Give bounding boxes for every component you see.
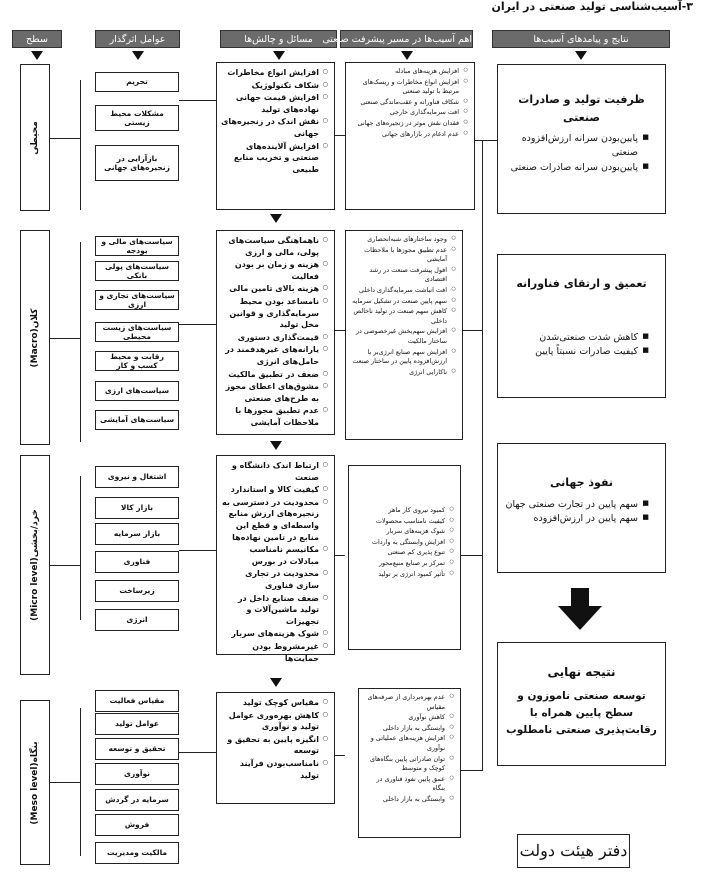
final-text: توسعه صنعتی ناموزون و سطح پایین همراه با رقابت‌پذیری صنعتی نامطلوب — [506, 690, 657, 736]
result-item: ■ سهم پایین در تجارت صنعتی جهان — [504, 498, 649, 512]
result-item: ■ کاهش شدت صنعتی‌شدن — [504, 331, 649, 345]
challenge-item: ○ افزایش آلاینده‌های صنعتی و تخریب منابع طبیعی — [221, 141, 328, 176]
factor-box: اشتغال و نیروی — [95, 466, 179, 488]
weakness-item: ○ وابستگی به بازار داخلی — [363, 724, 454, 734]
connector-line — [80, 476, 81, 620]
header-challenges: مسائل و چالش‌ها — [220, 30, 337, 48]
factor-box: سیاست‌های تجاری و ارزی — [95, 290, 179, 310]
arrow-down-icon — [401, 51, 413, 60]
factor-box: عوامل تولید — [95, 713, 179, 735]
challenge-item: ○ مقیاس کوچک تولید — [221, 697, 328, 709]
weakness-item: ○ شوک هزینه‌های سربار — [353, 527, 454, 537]
weakness-item: ○ افت انباشت سرمایه‌گذاری داخلی — [350, 286, 456, 296]
level-micro: خرد/بخشی(Micro level) — [20, 455, 50, 675]
level-environmental: محیطی — [20, 64, 50, 211]
level-meso: بنگاه(Meso level) — [20, 700, 50, 865]
weakness-item: ○ تنوع پذیری کم صنعتی — [353, 548, 454, 558]
connector-line — [482, 140, 483, 770]
weakness-item: ○ شکاف فناورانه و عقب‌ماندگی صنعتی — [350, 98, 468, 108]
connector-line — [461, 555, 483, 556]
factor-box: تحقیق و توسعه — [95, 738, 179, 760]
final-title: نتیجه نهایی — [547, 665, 616, 679]
connector-line — [80, 242, 81, 442]
connector-line — [335, 755, 345, 756]
challenge-item: ○ ارتباط اندک دانشگاه و صنعت — [221, 460, 328, 483]
result-item: ■ پایین‌بودن سرانه ارزش‌افزوده صنعتی — [504, 132, 649, 161]
result-title: ظرفیت تولید و صادرات صنعتی — [518, 93, 645, 124]
factor-box: سیاست‌های آمایشی — [95, 410, 179, 430]
arrow-down-icon — [270, 214, 282, 223]
challenge-item: ○ غیرمشروط بودن حمایت‌ها — [221, 641, 328, 664]
factor-box: سیاست‌های ارزی — [95, 381, 179, 401]
weakness-item: ○ افت سرمایه‌گذاری خارجی — [350, 108, 468, 118]
challenge-item: ○ شوک هزینه‌های سربار — [221, 628, 328, 640]
weakness-item: ○ کاهش سهم صنعت در تولید ناخالص داخلی — [350, 307, 456, 326]
page-title: ۳-آسیب‌شناسی تولید صنعتی در ایران — [491, 0, 693, 13]
connector-line — [463, 330, 483, 331]
weakness-item: ○ افزایش سهم‌بخش غیرخصوصی در ساختار مالکیت — [350, 327, 456, 346]
result-box-production — [497, 64, 666, 214]
factor-box: سیاست‌های زیست محیطی — [95, 322, 179, 342]
connector-line — [475, 140, 497, 141]
challenge-item: ○ هزینه و زمان بر بودن فعالیت — [221, 259, 328, 282]
connector-line — [179, 550, 220, 551]
final-result-box — [497, 642, 666, 766]
challenges-macro — [216, 230, 335, 435]
challenge-item: ○ محدودیت در دسترسی به زنجیره‌های ارزش منابع واسطه‌ای و قطع این منابع در تامین نهاده‌ها — [221, 497, 328, 543]
weakness-item: ○ تأثیر کمبود انرژی بر تولید — [353, 570, 454, 580]
challenge-item: ○ انگیزه پایین به تحقیق و توسعه — [221, 734, 328, 757]
weakness-item: ○ عدم بهره‌برداری از صرفه‌های مقیاس — [363, 693, 454, 712]
factor-box: فروش — [95, 814, 179, 836]
big-arrow-down-icon — [558, 588, 602, 630]
connector-line — [50, 565, 80, 566]
connector-line — [50, 782, 80, 783]
result-title: تعمیق و ارتقای فناورانه — [516, 277, 647, 290]
result-item: ■ پایین‌بودن سرانه صادرات صنعتی — [504, 161, 649, 175]
weakness-item: ○ عدم تطبیق مجوزها با ملاحظات آمایشی — [350, 246, 456, 265]
challenges-micro — [216, 455, 335, 663]
header-weaknesses: اهم آسیب‌ها در مسیر پیشرفت صنعتی — [340, 30, 473, 48]
challenge-item: ○ نامساعد بودن محیط سرمایه‌گذاری و قوانین مخل تولید — [221, 296, 328, 331]
challenge-item: ○ کیفیت کالا و استاندارد — [221, 484, 328, 496]
connector-line — [335, 555, 345, 556]
challenge-item: ○ محدودیت در تجاری سازی فناوری — [221, 568, 328, 591]
factor-box: بازار کالا — [95, 497, 179, 519]
connector-line — [335, 135, 345, 136]
connector-line — [179, 752, 220, 753]
challenge-item: ○ ضعف صنایع داخل در تولید ماشین‌آلات و تجهیزات — [221, 593, 328, 628]
challenge-item: ○ ناهماهنگی سیاست‌های پولی، مالی و ارزی — [221, 235, 328, 258]
challenge-item: ○ مکانیسم نامناسب مبادلات در بورس — [221, 544, 328, 567]
challenge-item: ○ ضعف در تطبیق مالکیت — [221, 369, 328, 381]
weakness-item: ○ وابستگی به بازار داخلی — [363, 795, 454, 805]
weakness-item: ○ کمبود نیروی کار ماهر — [353, 506, 454, 516]
weakness-item: ○ افول پیشرفت صنعت در رشد اقتصادی — [350, 266, 456, 285]
challenge-item: ○ کاهش بهره‌وری عوامل تولید و نوآوری — [221, 710, 328, 733]
factor-box: فناوری — [95, 551, 179, 573]
factor-box: زیرساخت — [95, 580, 179, 602]
arrow-down-icon — [575, 51, 587, 60]
factor-box: نوآوری — [95, 763, 179, 785]
factor-box: مالکیت ومدیریت — [95, 842, 179, 864]
factor-box: بازآرایی در زنجیره‌های جهانی — [95, 145, 179, 181]
result-item: ■ سهم پایین در ارزش‌افزوده — [504, 512, 649, 526]
header-factors: عوامل اثرگذار — [95, 30, 180, 48]
weakness-item: ○ فقدان نقش موثر در زنجیره‌های جهانی — [350, 119, 468, 129]
weakness-item: ○ کیفیت نامناسب محصولات — [353, 517, 454, 527]
weaknesses-micro — [348, 465, 461, 650]
connector-line — [80, 80, 81, 210]
weakness-item: ○ افزایش هزینه‌های عملیاتی و نوآوری — [363, 734, 454, 753]
factor-box: بازار سرمایه — [95, 523, 179, 545]
weakness-item: ○ افزایش هزینه‌های مبادله — [350, 67, 468, 77]
factor-box: انرژی — [95, 609, 179, 631]
weaknesses-environmental — [345, 62, 475, 210]
connector-line — [179, 324, 220, 325]
factor-box: سیاست‌های پولی بانکی — [95, 261, 179, 281]
weaknesses-macro — [345, 230, 463, 440]
factor-box: سیاست‌های مالی و بودجه — [95, 236, 179, 256]
factor-box: رقابت و محیط کسب و کار — [95, 351, 179, 371]
connector-line — [179, 100, 220, 101]
level-macro: کلان(Macro) — [20, 230, 50, 445]
challenge-item: ○ شکاف تکنولوژیک — [221, 80, 328, 92]
challenge-item: ○ نقش اندک در زنجیره‌های جهانی — [221, 116, 328, 139]
challenges-environmental — [216, 62, 335, 210]
factor-box: سرمایه در گردش — [95, 789, 179, 811]
connector-line — [461, 770, 483, 771]
challenge-item: ○ نامناسب‌بودن فرآیند تولید — [221, 758, 328, 781]
challenges-meso — [216, 692, 335, 804]
connector-line — [50, 138, 80, 139]
arrow-down-icon — [270, 678, 282, 687]
weakness-item: ○ افزایش وابستگی به واردات — [353, 538, 454, 548]
connector-line — [80, 708, 81, 856]
arrow-down-icon — [273, 51, 285, 60]
challenge-item: ○ افزایش قیمت جهانی نهاده‌های تولید — [221, 92, 328, 115]
signature-stamp: دفتر هیئت دولت — [517, 834, 630, 868]
factor-box: مقیاس فعالیت — [95, 690, 179, 712]
weaknesses-meso — [358, 688, 461, 838]
challenge-item: ○ هزینه بالای تامین مالی — [221, 283, 328, 295]
result-box-global — [497, 443, 666, 573]
arrow-down-icon — [31, 51, 43, 60]
factor-box: مشکلات محیط زیستی — [95, 105, 179, 131]
header-level: سطح — [12, 30, 62, 48]
factor-box: تحریم — [95, 72, 179, 92]
weakness-item: ○ سهم پایین صنعت در تشکیل سرمایه — [350, 297, 456, 307]
weakness-item: ○ تمرکز بر صنایع منبع‌محور — [353, 559, 454, 569]
challenge-item: ○ عدم تطبیق مجوزها با ملاحظات آمایشی — [221, 405, 328, 428]
weakness-item: ○ توان صادراتی پایین بنگاه‌های کوچک و متوسط — [363, 755, 454, 774]
weakness-item: ○ کاهش نوآوری — [363, 713, 454, 723]
weakness-item: ○ عدم ادغام در بازارهای جهانی — [350, 130, 468, 140]
challenge-item: ○ مشوق‌های اعطای مجوز به طرح‌های صنعتی — [221, 381, 328, 404]
header-results: نتایج و پیامدهای آسیب‌ها — [492, 30, 670, 48]
weakness-item: ○ افزایش سهم صنایع انرژی‌بر با ارزش‌افزوده پایین در ساختار صنعت — [350, 348, 456, 367]
weakness-item: ○ عمق پایین نفوذ فناوری در بنگاه — [363, 775, 454, 794]
weakness-item: ○ افزایش انواع مخاطرات و ریسک‌های مرتبط با تولید صنعتی — [350, 78, 468, 97]
weakness-item: ○ ناکارایی انرژی — [350, 368, 456, 378]
weakness-item: ○ وجود ساختارهای شبه‌انحصاری — [350, 235, 456, 245]
result-title: نفوذ جهانی — [550, 476, 613, 489]
arrow-down-icon — [132, 51, 144, 60]
connector-line — [335, 330, 345, 331]
challenge-item: ○ قیمت‌گذاری دستوری — [221, 332, 328, 344]
challenge-item: ○ یارانه‌های غیرهدفمند در حامل‌های انرژی — [221, 344, 328, 367]
challenge-item: ○ افزایش انواع مخاطرات — [221, 67, 328, 79]
arrow-down-icon — [270, 441, 282, 450]
result-item: ■ کیفیت صادرات نسبتاً پایین — [504, 345, 649, 359]
result-box-technology — [497, 254, 666, 398]
connector-line — [50, 338, 80, 339]
